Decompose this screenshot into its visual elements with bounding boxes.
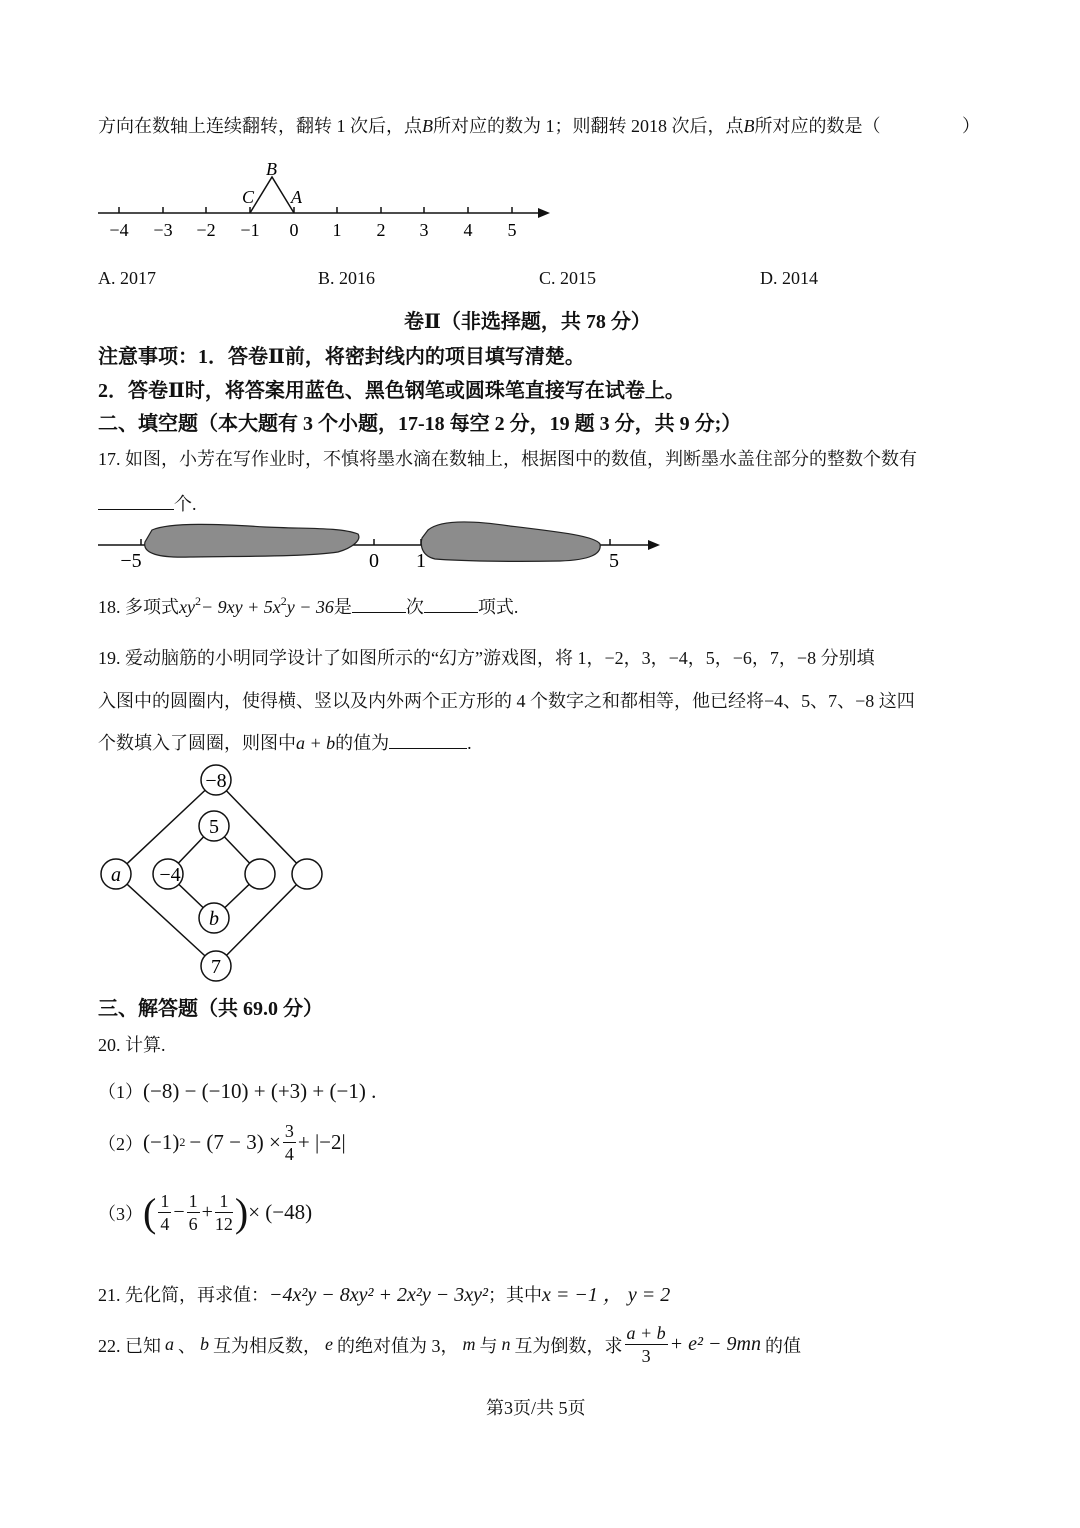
option-d: D. 2014 [760,268,818,288]
q20-1: （1）(−8) − (−10) + (+3) + (−1) . [98,1079,377,1103]
triangle-abc [250,177,294,213]
label-c: C [242,187,255,207]
option-a: A. 2017 [98,268,156,288]
circle-inner-right [245,859,275,889]
value-left: a [111,864,121,886]
q20-2: （2） (−1) 2 − (7 − 3) × $\frac{3}{4}$ + |−2| [98,1121,346,1164]
part2-title: 二、填空题（本大题有 3 个小题，17-18 每空 2 分，19 题 3 分，共 9 分;） [98,413,742,435]
tick-label: −5 [120,550,142,572]
q22: 22. 已知 a 、 b 互为相反数， e 的绝对值为 3， m 与 n 互为倒数，求 $\frac{a + b}{3}$ + e² − 9mn 的值 [98,1323,801,1366]
value-bottom: 7 [211,956,221,978]
q17-answer-line: 个. [98,490,197,516]
q19-line2: 入图中的圆圈内，使得横、竖以及内外两个正方形的 4 个数字之和都相等，他已经将−4、5、7、−8 这四 [98,691,915,711]
q20-text: 20. 计算. [98,1035,166,1055]
tick-label: 0 [369,550,379,572]
q16-paren-close: ） [962,116,980,136]
value-inner-left: −4 [159,864,181,886]
answer-blank[interactable] [98,509,174,510]
notice-1: 注意事项：1．答卷Ⅱ前，将密封线内的项目填写清楚。 [98,346,585,368]
label-b: B [266,159,277,179]
tick-label: 5 [609,550,619,572]
value-inner-top: 5 [209,816,219,838]
answer-blank[interactable] [389,748,467,749]
tick-label: −4 [109,220,129,240]
q17-text: 17. 如图，小芳在写作业时，不慎将墨水滴在数轴上，根据图中的数值，判断墨水盖住部分的整数个数有 [98,449,917,469]
tick-label: −1 [240,220,260,240]
value-inner-bottom: b [209,908,219,930]
tick-label: 2 [376,220,386,240]
magic-square-diagram [94,758,330,988]
tick-label: −2 [196,220,216,240]
tick-label: −3 [153,220,173,240]
label-a: A [291,187,302,207]
option-c: C. 2015 [539,268,597,288]
outer-square [116,780,307,966]
q17-number-line [90,512,670,574]
notice-2: 2．答卷Ⅱ时，将答案用蓝色、黑色钢笔或圆珠笔直接写在试卷上。 [98,380,685,402]
answer-blank[interactable] [424,612,478,613]
tick-label: 5 [507,220,517,240]
tick-label: 1 [416,550,426,572]
q18-text: 18. 多项式$xy^2- 9xy + 5x^2y - 36$是 次 项式. [98,594,519,617]
tick-label: 4 [463,220,473,240]
tick-label: 0 [289,220,299,240]
q16-stem: 方向在数轴上连续翻转，翻转 1 次后，点B所对应的数为 1；则翻转 2018 次后，点B所对应的数是（ [98,116,881,136]
page-footer: 第3页/共 5页 [486,1398,586,1418]
q20-3: （3） ( $\frac{1}{4}$ − $\frac{1}{6}$ + $\frac{1}{12}$ ) × (−48) [98,1189,313,1235]
ink-blot-right [421,522,600,561]
ink-blot-left [145,524,359,557]
part3-title: 三、解答题（共 69.0 分） [98,998,323,1020]
tick-label: 1 [332,220,342,240]
tick-label: 3 [419,220,429,240]
q21: 21. 先化简，再求值：−4x²y − 8xy² + 2x²y − 3xy²；其中x = −1 ， y = 2 [98,1284,671,1306]
section2-title: 卷Ⅱ（非选择题，共 78 分） [404,311,651,333]
value-top: −8 [205,770,227,792]
q19-line1: 19. 爱动脑筋的小明同学设计了如图所示的“幻方”游戏图，将 1，−2，3，−4，5，−6，7，−8 分别填 [98,648,875,668]
option-b: B. 2016 [318,268,376,288]
answer-blank[interactable] [352,612,406,613]
circle-right [292,859,322,889]
q19-line3: 个数填入了圆圈，则图中a + b的值为 . [98,733,472,753]
q16-number-line [90,150,560,250]
